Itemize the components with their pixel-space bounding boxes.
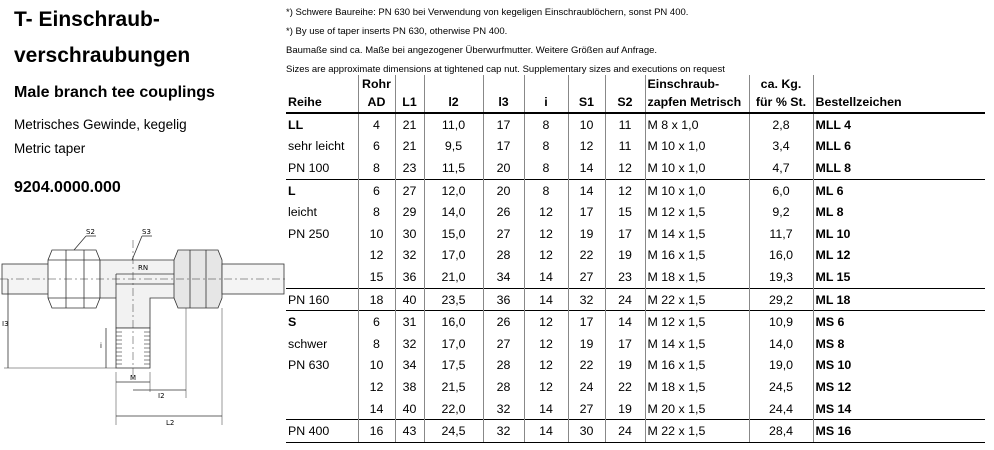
cell-l2: 12,0 (424, 179, 483, 201)
cell-ad: 12 (358, 245, 395, 267)
cell-i: 12 (524, 376, 568, 398)
cell-s1: 32 (568, 288, 605, 311)
cell-code: MS 10 (813, 355, 985, 377)
cell-l1: 34 (395, 355, 424, 377)
cell-kg: 19,0 (749, 355, 813, 377)
cell-zapfen: M 10 x 1,0 (645, 179, 749, 201)
label-s3: S3 (142, 228, 151, 236)
cell-s1: 30 (568, 420, 605, 443)
cell-code: MS 16 (813, 420, 985, 443)
cell-reihe: L (286, 179, 358, 201)
cell-kg: 2,8 (749, 113, 813, 136)
cell-s1: 12 (568, 136, 605, 158)
cell-reihe (286, 398, 358, 420)
cell-code: ML 6 (813, 179, 985, 201)
cell-l3: 32 (483, 398, 524, 420)
cell-zapfen: M 18 x 1,5 (645, 376, 749, 398)
cell-i: 12 (524, 245, 568, 267)
cell-ad: 16 (358, 420, 395, 443)
cell-l1: 31 (395, 311, 424, 333)
cell-s1: 27 (568, 398, 605, 420)
table-row (286, 245, 985, 267)
cell-l3: 26 (483, 311, 524, 333)
cell-ad: 8 (358, 333, 395, 355)
cell-ad: 12 (358, 376, 395, 398)
cell-kg: 11,7 (749, 223, 813, 245)
table-row (286, 311, 985, 333)
cell-l1: 21 (395, 113, 424, 136)
cell-l2: 11,5 (424, 157, 483, 179)
cell-s2: 14 (605, 311, 645, 333)
cell-reihe: sehr leicht (288, 139, 345, 154)
cell-zapfen: M 10 x 1,0 (645, 136, 749, 158)
cell-kg: 16,0 (749, 245, 813, 267)
cell-ad: 15 (358, 266, 395, 288)
title-line-1: T- Einschraub- (14, 8, 160, 31)
cell-l1: 36 (395, 266, 424, 288)
cell-s2: 15 (605, 201, 645, 223)
cell-zapfen: M 12 x 1,5 (645, 311, 749, 333)
thread-english: Metric taper (14, 141, 86, 156)
thread-german: Metrisches Gewinde, kegelig (14, 117, 187, 132)
cell-s2: 24 (605, 420, 645, 443)
cell-reihe: PN 400 (286, 420, 358, 443)
dimension-table (286, 75, 985, 443)
cell-s2: 11 (605, 113, 645, 136)
cell-code: ML 10 (813, 223, 985, 245)
cell-s1: 14 (568, 157, 605, 179)
cell-l1: 40 (395, 288, 424, 311)
cell-s2: 24 (605, 288, 645, 311)
cell-reihe: PN 160 (286, 288, 358, 311)
cell-l3: 32 (483, 420, 524, 443)
header-reihe: Reihe (286, 92, 358, 113)
cell-zapfen: M 8 x 1,0 (645, 113, 749, 136)
cell-l2: 17,0 (424, 333, 483, 355)
cell-l1: 29 (395, 201, 424, 223)
cell-i: 14 (524, 398, 568, 420)
cell-code: MS 8 (813, 333, 985, 355)
cell-l3: 26 (483, 201, 524, 223)
cell-s2: 19 (605, 355, 645, 377)
cell-l3: 27 (483, 333, 524, 355)
cell-s1: 22 (568, 355, 605, 377)
cell-l2: 22,0 (424, 398, 483, 420)
cell-code: ML 15 (813, 266, 985, 288)
label-m: M (130, 374, 137, 382)
header-fuer: für % St. (749, 92, 813, 113)
label-rn: RN (138, 264, 149, 272)
cell-l2: 21,0 (424, 266, 483, 288)
cell-l1: 43 (395, 420, 424, 443)
cell-s2: 11 (605, 136, 645, 158)
cell-s2: 19 (605, 398, 645, 420)
header-rohr: Rohr (358, 75, 395, 92)
cell-reihe: PN 100 (288, 160, 330, 175)
cell-l2: 24,5 (424, 420, 483, 443)
cell-code: MLL 6 (813, 136, 985, 158)
cell-ad: 18 (358, 288, 395, 311)
cell-i: 14 (524, 420, 568, 443)
cell-s1: 17 (568, 201, 605, 223)
header-ca-kg: ca. Kg. (749, 75, 813, 92)
cell-l2: 11,0 (424, 113, 483, 136)
cell-l3: 27 (483, 223, 524, 245)
cell-l3: 34 (483, 266, 524, 288)
cell-zapfen: M 16 x 1,5 (645, 245, 749, 267)
cell-s2: 17 (605, 333, 645, 355)
table-row (286, 420, 985, 443)
cell-kg: 28,4 (749, 420, 813, 443)
cell-zapfen: M 12 x 1,5 (645, 201, 749, 223)
note-line: *) By use of taper inserts PN 630, otherwise PN 400. (286, 26, 508, 37)
cell-s1: 14 (568, 179, 605, 201)
cell-code: MS 12 (813, 376, 985, 398)
cell-s1: 19 (568, 333, 605, 355)
header-l1: L1 (395, 92, 424, 113)
note-line: *) Schwere Baureihe: PN 630 bei Verwendung von kegeligen Einschraublöchern, sonst PN 400. (286, 7, 689, 18)
table-row (286, 266, 985, 288)
cell-i: 12 (524, 223, 568, 245)
cell-reihe (286, 266, 358, 288)
cell-s1: 19 (568, 223, 605, 245)
cell-ad: 4 (358, 113, 395, 136)
subtitle-english: Male branch tee couplings (14, 84, 215, 101)
table-row (286, 288, 985, 311)
cell-l2: 16,0 (424, 311, 483, 333)
cell-l2: 15,0 (424, 223, 483, 245)
cell-kg: 3,4 (749, 136, 813, 158)
cell-reihe (286, 245, 358, 267)
cell-l3: 28 (483, 355, 524, 377)
cell-i: 8 (524, 113, 568, 136)
cell-zapfen: M 22 x 1,5 (645, 420, 749, 443)
cell-kg: 4,7 (749, 157, 813, 179)
cell-zapfen: M 20 x 1,5 (645, 398, 749, 420)
cell-reihe: PN 250 (288, 226, 330, 241)
cell-i: 12 (524, 333, 568, 355)
cell-kg: 24,4 (749, 398, 813, 420)
article-number: 9204.0000.000 (14, 179, 121, 196)
cell-zapfen: M 18 x 1,5 (645, 266, 749, 288)
cell-code: ML 18 (813, 288, 985, 311)
cell-code: ML 8 (813, 201, 985, 223)
label-l2: L2 (166, 419, 175, 427)
cell-l3: 17 (483, 113, 524, 136)
cell-l1: 27 (395, 179, 424, 201)
header-bestell: Bestellzeichen (813, 92, 985, 113)
cell-i: 8 (524, 136, 568, 158)
cell-ad: 6 (358, 136, 395, 158)
cell-l1: 21 (395, 136, 424, 158)
cell-ad: 8 (358, 201, 395, 223)
cell-l2: 17,0 (424, 245, 483, 267)
header-ad: AD (358, 92, 395, 113)
cell-i: 8 (524, 179, 568, 201)
cell-kg: 6,0 (749, 179, 813, 201)
header-row (286, 92, 985, 113)
header-s1: S1 (568, 92, 605, 113)
cell-i: 8 (524, 157, 568, 179)
cell-s2: 12 (605, 157, 645, 179)
cell-s2: 19 (605, 245, 645, 267)
cell-l3: 36 (483, 288, 524, 311)
cell-reihe: schwer (288, 336, 328, 351)
cell-l3: 17 (483, 136, 524, 158)
cell-l3: 20 (483, 157, 524, 179)
table-row (286, 179, 985, 201)
cell-zapfen: M 10 x 1,0 (645, 157, 749, 179)
cell-zapfen: M 16 x 1,5 (645, 355, 749, 377)
cell-kg: 14,0 (749, 333, 813, 355)
cell-reihe: PN 630 (288, 358, 330, 373)
cell-l3: 20 (483, 179, 524, 201)
cell-zapfen: M 22 x 1,5 (645, 288, 749, 311)
cell-code: MS 14 (813, 398, 985, 420)
table-row (286, 136, 985, 158)
cell-zapfen: M 14 x 1,5 (645, 223, 749, 245)
header-row-top (286, 75, 985, 92)
notes-block (286, 3, 725, 79)
label-i3: I3 (2, 320, 9, 328)
cell-ad: 8 (358, 157, 395, 179)
cell-l2: 23,5 (424, 288, 483, 311)
header-i: i (524, 92, 568, 113)
cell-l3: 28 (483, 376, 524, 398)
header-zapfen: zapfen Metrisch (645, 92, 749, 113)
header-s2: S2 (605, 92, 645, 113)
cell-s1: 27 (568, 266, 605, 288)
cell-s2: 12 (605, 179, 645, 201)
cell-l1: 32 (395, 245, 424, 267)
cell-kg: 19,3 (749, 266, 813, 288)
cell-s1: 10 (568, 113, 605, 136)
cell-kg: 9,2 (749, 201, 813, 223)
note-line: Baumaße sind ca. Maße bei angezogener Überwurfmutter. Weitere Größen auf Anfrage. (286, 45, 658, 56)
cell-ad: 10 (358, 223, 395, 245)
table-row (286, 113, 985, 136)
cell-ad: 6 (358, 179, 395, 201)
cell-l1: 30 (395, 223, 424, 245)
table-body (286, 113, 985, 442)
cell-s2: 23 (605, 266, 645, 288)
header-l3: l3 (483, 92, 524, 113)
cell-ad: 6 (358, 311, 395, 333)
cell-reihe (286, 376, 358, 398)
cell-l2: 21,5 (424, 376, 483, 398)
table-row (286, 333, 985, 355)
cell-l2: 9,5 (424, 136, 483, 158)
technical-drawing (0, 220, 286, 440)
cell-i: 12 (524, 201, 568, 223)
cell-code: MLL 4 (813, 113, 985, 136)
table-row (286, 157, 985, 179)
table-row (286, 223, 985, 245)
table-row (286, 398, 985, 420)
cell-i: 14 (524, 266, 568, 288)
note-line: Sizes are approximate dimensions at tightened cap nut. Supplementary sizes and executions on request (286, 64, 725, 75)
label-i2: I2 (158, 392, 165, 400)
cell-reihe: S (286, 311, 358, 333)
label-i: i (100, 342, 102, 350)
header-l2: l2 (424, 92, 483, 113)
label-s2: S2 (86, 228, 95, 236)
cell-l1: 38 (395, 376, 424, 398)
header-einschraub: Einschraub- (645, 75, 749, 92)
cell-l1: 32 (395, 333, 424, 355)
cell-l1: 40 (395, 398, 424, 420)
cell-s1: 24 (568, 376, 605, 398)
cell-reihe: LL (286, 113, 358, 136)
cell-code: MLL 8 (813, 157, 985, 179)
cell-s2: 22 (605, 376, 645, 398)
cell-kg: 29,2 (749, 288, 813, 311)
cell-kg: 24,5 (749, 376, 813, 398)
table-row (286, 201, 985, 223)
cell-zapfen: M 14 x 1,5 (645, 333, 749, 355)
cell-l2: 14,0 (424, 201, 483, 223)
cell-kg: 10,9 (749, 311, 813, 333)
cell-l1: 23 (395, 157, 424, 179)
cell-l3: 28 (483, 245, 524, 267)
title-line-2: verschraubungen (14, 44, 191, 67)
cell-ad: 10 (358, 355, 395, 377)
table-row (286, 376, 985, 398)
cell-l2: 17,5 (424, 355, 483, 377)
cell-code: MS 6 (813, 311, 985, 333)
cell-reihe: leicht (288, 205, 317, 220)
cell-i: 14 (524, 288, 568, 311)
cell-s1: 22 (568, 245, 605, 267)
cell-i: 12 (524, 355, 568, 377)
table-row (286, 355, 985, 377)
cell-s2: 17 (605, 223, 645, 245)
cell-code: ML 12 (813, 245, 985, 267)
cell-ad: 14 (358, 398, 395, 420)
cell-s1: 17 (568, 311, 605, 333)
cell-i: 12 (524, 311, 568, 333)
